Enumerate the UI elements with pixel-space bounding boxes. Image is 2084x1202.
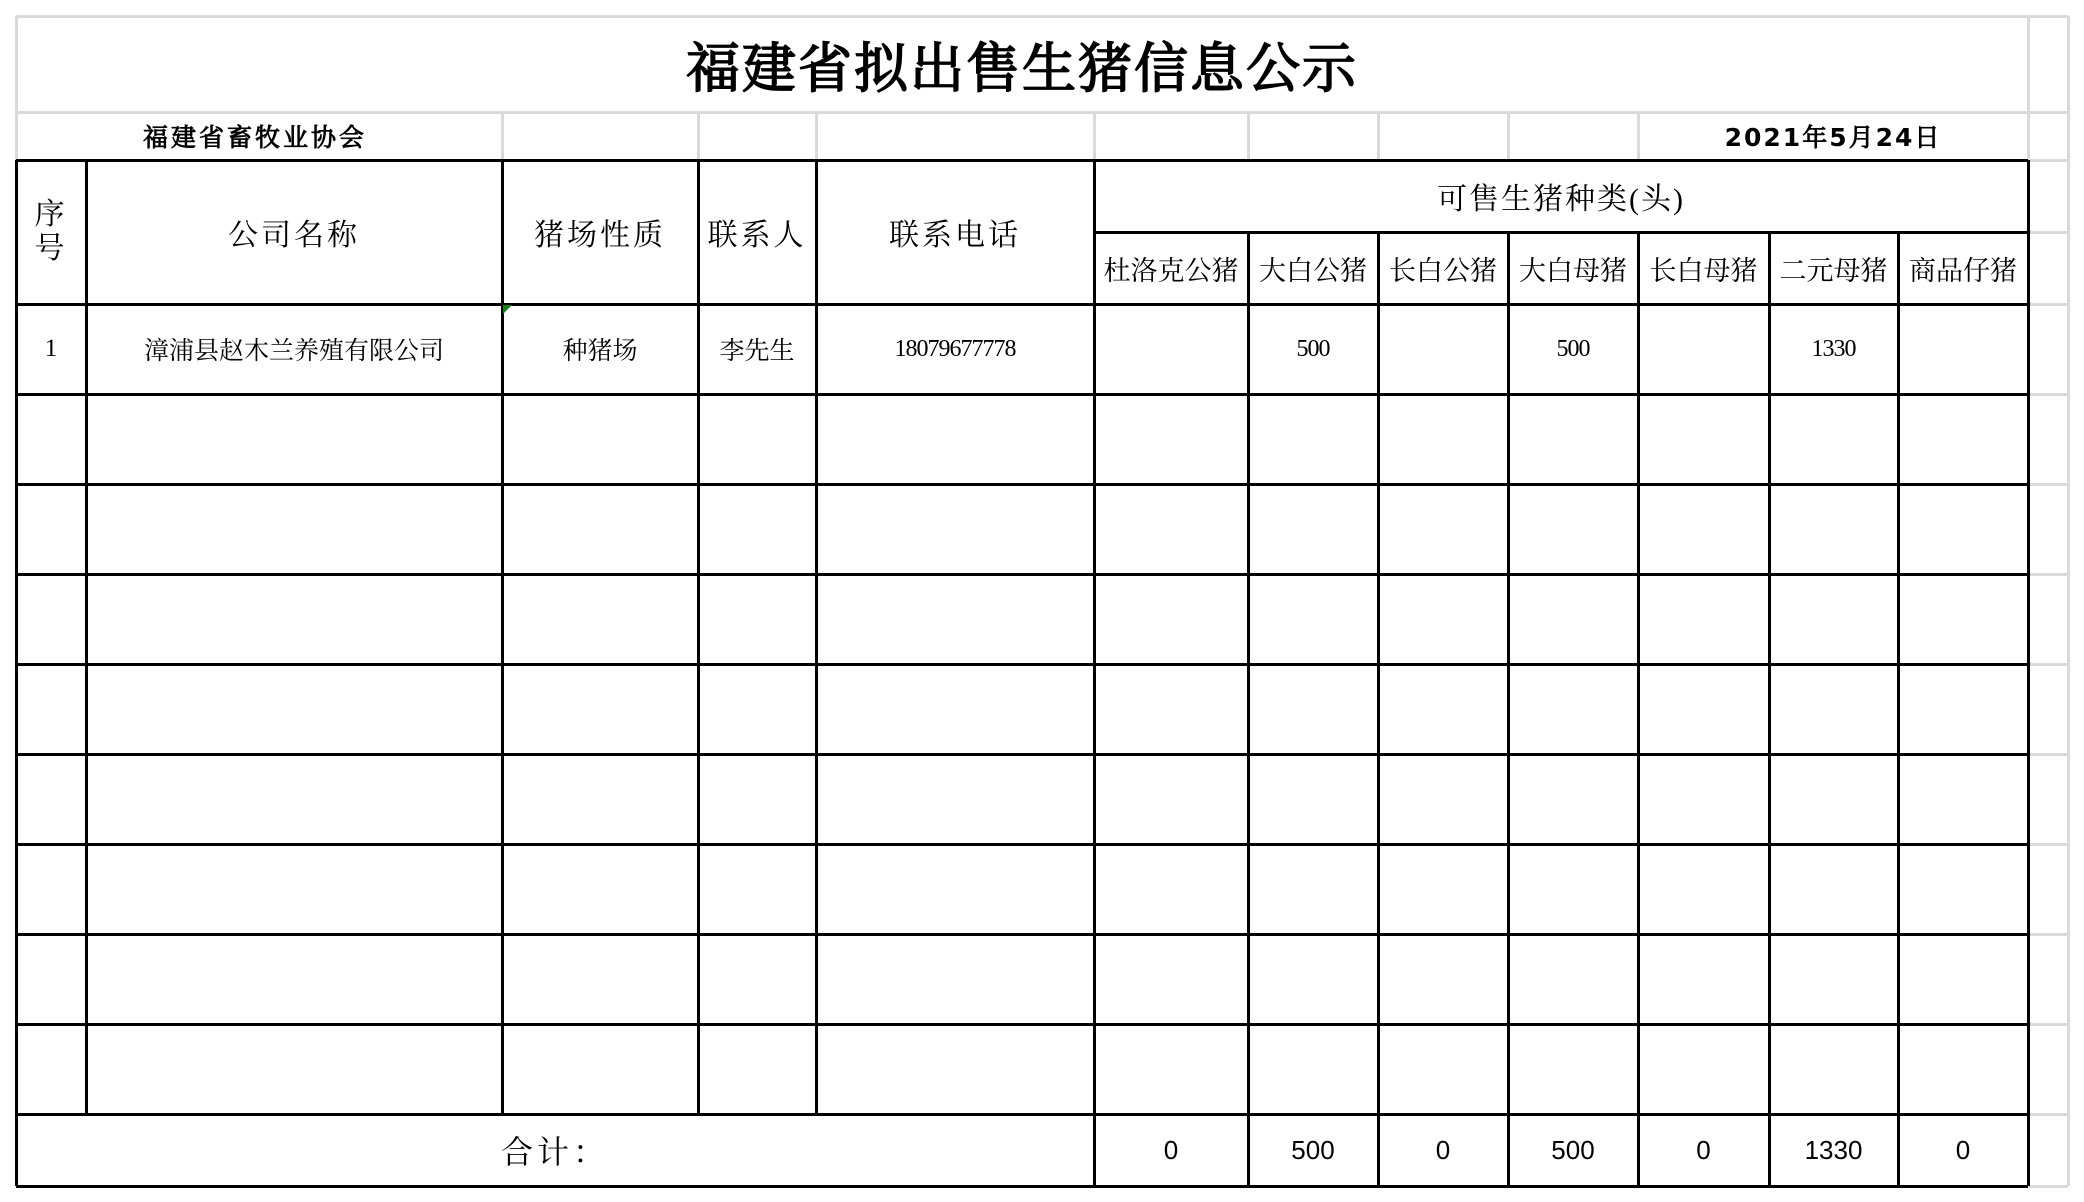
row-count[interactable]: [1094, 304, 1248, 394]
row-count[interactable]: [1248, 934, 1378, 1024]
row-seq[interactable]: [16, 1024, 86, 1114]
row-company[interactable]: [86, 484, 502, 574]
gridline: [2028, 573, 2068, 576]
header-type-6: 商品仔猪: [1909, 255, 2017, 286]
comment-indicator-icon[interactable]: [503, 305, 512, 314]
row-count[interactable]: [1248, 484, 1378, 574]
row-count[interactable]: [1094, 484, 1248, 574]
row-count[interactable]: [1769, 664, 1898, 754]
gridline: [2028, 1113, 2068, 1116]
row-count[interactable]: [1898, 844, 2028, 934]
row-count[interactable]: [1638, 394, 1769, 484]
gridline: [697, 112, 700, 160]
header-group-types: 可售生猪种类(头): [1437, 183, 1685, 216]
gridline: [2028, 159, 2068, 162]
gridline: [501, 112, 504, 160]
row-count[interactable]: [1378, 844, 1508, 934]
row-farm-type[interactable]: 种猪场: [562, 338, 638, 365]
row-count[interactable]: [1094, 1024, 1248, 1114]
row-count[interactable]: [1898, 754, 2028, 844]
organization-name: 福建省畜牧业协会: [142, 123, 367, 152]
total-value[interactable]: 500: [1291, 1134, 1335, 1165]
row-count[interactable]: [1248, 1024, 1378, 1114]
row-farm-type[interactable]: [502, 844, 698, 934]
gridline: [815, 112, 818, 160]
row-phone[interactable]: [816, 754, 1094, 844]
row-count[interactable]: [1508, 1024, 1638, 1114]
publish-date: 2021年5月24日: [1724, 123, 1942, 152]
row-count[interactable]: [1378, 664, 1508, 754]
row-company[interactable]: [86, 844, 502, 934]
row-count[interactable]: [1769, 1024, 1898, 1114]
row-count[interactable]: [1378, 484, 1508, 574]
gridline: [2028, 843, 2068, 846]
row-count[interactable]: [1094, 934, 1248, 1024]
row-farm-type[interactable]: [502, 1024, 698, 1114]
row-count[interactable]: [1638, 934, 1769, 1024]
gridline: [2028, 1185, 2068, 1188]
row-phone[interactable]: [816, 934, 1094, 1024]
header-type-2: 长白公猪: [1389, 255, 1497, 286]
row-count[interactable]: [1898, 934, 2028, 1024]
header-farm-type: 猪场性质: [534, 219, 666, 252]
gridline: [2028, 231, 2068, 234]
row-count[interactable]: [1638, 1024, 1769, 1114]
row-count[interactable]: [1638, 304, 1769, 394]
row-count[interactable]: [1094, 394, 1248, 484]
header-type-3: 大白母猪: [1519, 255, 1627, 286]
row-count[interactable]: [1508, 484, 1638, 574]
row-count[interactable]: [1898, 574, 2028, 664]
row-phone[interactable]: [816, 484, 1094, 574]
header-type-4: 长白母猪: [1649, 255, 1758, 286]
row-seq[interactable]: [16, 394, 86, 484]
header-type-0: 杜洛克公猪: [1103, 255, 1239, 286]
row-company[interactable]: [86, 934, 502, 1024]
row-company[interactable]: [86, 754, 502, 844]
header-company: 公司名称: [228, 219, 360, 252]
row-count[interactable]: [1898, 664, 2028, 754]
row-contact[interactable]: 李先生: [719, 338, 795, 365]
row-count[interactable]: [1094, 844, 1248, 934]
total-value[interactable]: 1330: [1804, 1134, 1863, 1165]
row-count[interactable]: [1248, 754, 1378, 844]
page-title: 福建省拟出售生猪信息公示: [686, 36, 1358, 100]
row-count[interactable]: 1330: [1811, 335, 1856, 362]
row-phone[interactable]: [816, 574, 1094, 664]
row-seq[interactable]: [16, 754, 86, 844]
gridline: [2028, 933, 2068, 936]
row-count[interactable]: [1769, 484, 1898, 574]
row-count[interactable]: [1638, 844, 1769, 934]
row-count[interactable]: [1508, 574, 1638, 664]
row-farm-type[interactable]: [502, 934, 698, 1024]
row-count[interactable]: [1508, 664, 1638, 754]
total-value[interactable]: 500: [1551, 1134, 1595, 1165]
row-company[interactable]: [86, 574, 502, 664]
gridline: [1247, 112, 1250, 160]
row-count[interactable]: [1769, 574, 1898, 664]
row-count[interactable]: [1769, 844, 1898, 934]
row-company[interactable]: [86, 664, 502, 754]
row-count[interactable]: [1508, 844, 1638, 934]
row-phone[interactable]: 18079677778: [894, 335, 1016, 362]
row-farm-type[interactable]: [502, 574, 698, 664]
row-company[interactable]: [86, 394, 502, 484]
gridline: [2028, 393, 2068, 396]
row-count[interactable]: [1094, 754, 1248, 844]
row-seq[interactable]: [16, 664, 86, 754]
row-count[interactable]: [1378, 394, 1508, 484]
row-seq[interactable]: [16, 934, 86, 1024]
row-count[interactable]: [1769, 754, 1898, 844]
row-count[interactable]: [1638, 484, 1769, 574]
row-farm-type[interactable]: [502, 394, 698, 484]
gridline: [2028, 1023, 2068, 1026]
total-value[interactable]: 0: [1696, 1134, 1711, 1165]
row-company[interactable]: 漳浦县赵木兰养殖有限公司: [143, 338, 444, 365]
row-count[interactable]: [1248, 394, 1378, 484]
row-farm-type[interactable]: [502, 754, 698, 844]
row-company[interactable]: [86, 1024, 502, 1114]
row-count[interactable]: [1378, 304, 1508, 394]
gridline: [2028, 753, 2068, 756]
row-count[interactable]: [1378, 1024, 1508, 1114]
row-farm-type[interactable]: [502, 484, 698, 574]
row-count[interactable]: [1638, 574, 1769, 664]
gridline: [1093, 112, 1096, 160]
row-phone[interactable]: [816, 394, 1094, 484]
row-count[interactable]: [1898, 304, 2028, 394]
total-value[interactable]: 0: [1163, 1134, 1179, 1165]
gridline: [2028, 483, 2068, 486]
row-contact[interactable]: [698, 754, 816, 844]
row-count[interactable]: [1638, 754, 1769, 844]
total-value[interactable]: 0: [1435, 1134, 1451, 1165]
row-count[interactable]: 500: [1296, 335, 1330, 362]
header-phone: 联系电话: [889, 219, 1021, 252]
row-count[interactable]: [1769, 394, 1898, 484]
row-count[interactable]: [1378, 934, 1508, 1024]
total-value[interactable]: 0: [1955, 1134, 1971, 1165]
row-contact[interactable]: [698, 574, 816, 664]
row-count[interactable]: [1248, 664, 1378, 754]
row-count[interactable]: [1508, 754, 1638, 844]
row-count[interactable]: [1898, 394, 2028, 484]
row-seq[interactable]: 1: [44, 335, 58, 362]
gridline: [2028, 663, 2068, 666]
row-phone[interactable]: [816, 1024, 1094, 1114]
gridline: [1507, 112, 1510, 160]
gridline: [2067, 16, 2070, 1186]
row-count[interactable]: [1378, 574, 1508, 664]
gridline: [2028, 303, 2068, 306]
row-phone[interactable]: [816, 844, 1094, 934]
row-count[interactable]: [1248, 574, 1378, 664]
row-count[interactable]: [1508, 934, 1638, 1024]
header-type-5: 二元母猪: [1779, 255, 1888, 286]
row-count[interactable]: [1769, 934, 1898, 1024]
row-phone[interactable]: [816, 664, 1094, 754]
header-contact: 联系人: [707, 219, 807, 252]
row-contact[interactable]: [698, 844, 816, 934]
row-count[interactable]: [1508, 394, 1638, 484]
row-count[interactable]: [1898, 484, 2028, 574]
row-seq[interactable]: [16, 574, 86, 664]
row-seq[interactable]: [16, 844, 86, 934]
row-count[interactable]: [1378, 754, 1508, 844]
row-farm-type[interactable]: [502, 664, 698, 754]
header-seq: [16, 160, 86, 304]
gridline: [1377, 112, 1380, 160]
row-contact[interactable]: [698, 664, 816, 754]
row-count[interactable]: [1898, 1024, 2028, 1114]
row-count[interactable]: [1248, 844, 1378, 934]
header-type-1: 大白公猪: [1259, 255, 1367, 286]
row-count[interactable]: 500: [1556, 335, 1590, 362]
totals-label: 合计：: [500, 1134, 609, 1170]
row-contact[interactable]: [698, 394, 816, 484]
row-contact[interactable]: [698, 934, 816, 1024]
header-seq-line: 序: [34, 198, 68, 231]
row-count[interactable]: [1638, 664, 1769, 754]
row-count[interactable]: [1094, 664, 1248, 754]
header-seq-line: 号: [34, 232, 68, 265]
row-count[interactable]: [1094, 574, 1248, 664]
row-contact[interactable]: [698, 1024, 816, 1114]
row-seq[interactable]: [16, 484, 86, 574]
row-contact[interactable]: [698, 484, 816, 574]
